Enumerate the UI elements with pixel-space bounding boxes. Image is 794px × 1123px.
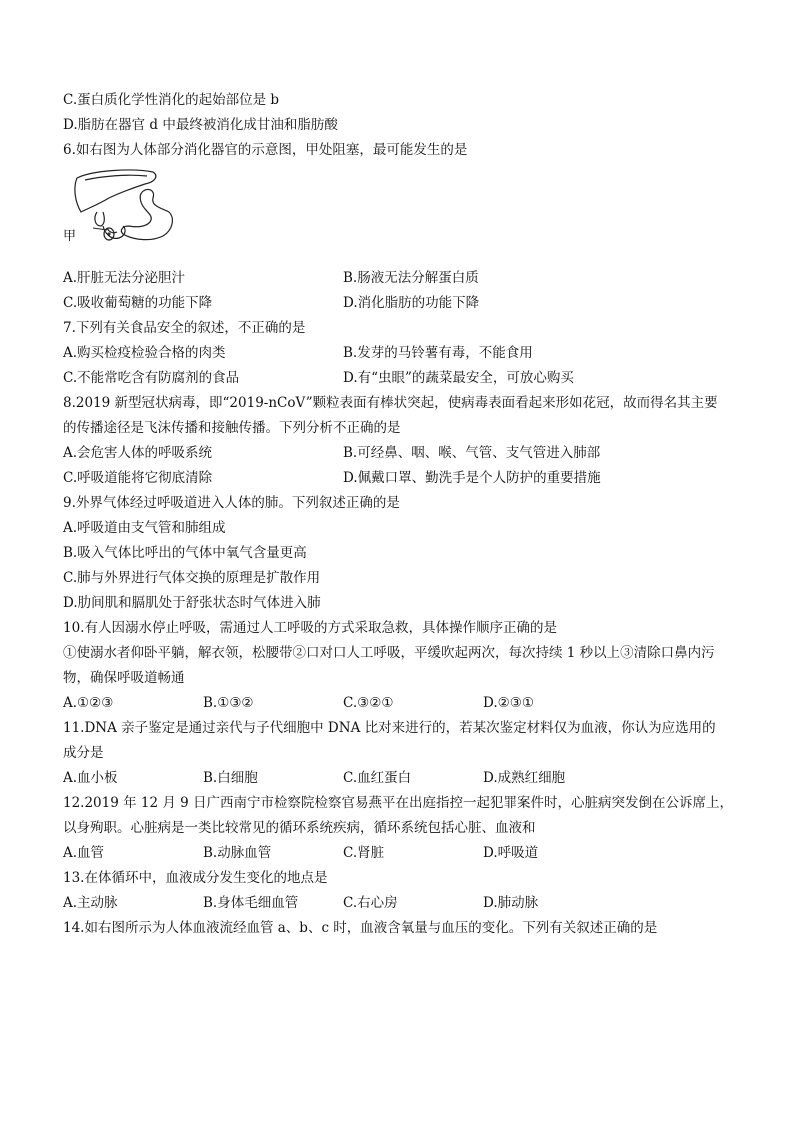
q13-option-b: B.身体毛细血管 [203, 895, 299, 911]
q10-stem: 10.有人因溺水停止呼吸，需通过人工呼吸的方式采取急救，具体操作顺序正确的是 [63, 620, 557, 636]
q11-option-d: D.成熟红细胞 [483, 770, 566, 786]
q7-option-c: C.不能常吃含有防腐剂的食品 [63, 370, 240, 386]
q7-option-b: B.发芽的马铃薯有毒，不能食用 [343, 345, 533, 361]
q12-stem-line2: 以身殉职。心脏病是一类比较常见的循环系统疾病，循环系统包括心脏、血液和 [63, 820, 536, 836]
digestive-organs-figure [63, 168, 175, 250]
q11-option-a: A.血小板 [63, 770, 118, 786]
q12-option-d: D.呼吸道 [483, 845, 539, 861]
q11-option-b: B.白细胞 [203, 770, 258, 786]
q9-option-d: D.肋间肌和膈肌处于舒张状态时气体进入肺 [63, 595, 321, 611]
q6-option-b: B.肠液无法分解蛋白质 [343, 270, 479, 286]
q13-option-a: A.主动脉 [63, 895, 118, 911]
q7-option-a: A.购买检疫检验合格的肉类 [63, 345, 226, 361]
q10-option-b: B.①③② [203, 695, 254, 711]
q10-option-a: A.①②③ [63, 695, 114, 711]
q12-stem-line1: 12.2019 年 12 月 9 日广西南宁市检察院检察官易燕平在出庭指控一起犯罪案件时，心脏病突发倒在公诉席上， [63, 795, 734, 811]
q11-stem-line2: 成分是 [63, 745, 104, 761]
q9-option-b: B.吸入气体比呼出的气体中氧气含量更高 [63, 545, 307, 561]
q12-option-c: C.肾脏 [343, 845, 385, 861]
q5-option-d: D.脂肪在器官 d 中最终被消化成甘油和脂肪酸 [63, 117, 338, 133]
q8-option-c: C.呼吸道能将它彻底清除 [63, 470, 213, 486]
q8-stem-line2: 的传播途径是飞沫传播和接触传播。下列分析不正确的是 [63, 420, 401, 436]
q9-stem: 9.外界气体经过呼吸道进入人体的肺。下列叙述正确的是 [63, 495, 400, 511]
q8-option-b: B.可经鼻、咽、喉、气管、支气管进入肺部 [343, 445, 601, 461]
q11-stem-line1: 11.DNA 亲子鉴定是通过亲代与子代细胞中 DNA 比对来进行的，若某次鉴定材料仅为血液，你认为应选用的 [63, 720, 716, 736]
q10-option-d: D.②③① [483, 695, 534, 711]
q12-option-a: A.血管 [63, 845, 105, 861]
q14-stem: 14.如右图所示为人体血液流经血管 a、b、c 时，血液含氧量与血压的变化。下列有关叙述正确的是 [63, 920, 658, 936]
q10-steps-line1: ①使溺水者仰卧平躺，解衣领，松腰带②口对口人工呼吸，平缓吹起两次，每次持续 1 秒以上③清除口鼻内污 [63, 645, 715, 661]
q10-steps-line2: 物，确保呼吸道畅通 [63, 670, 185, 686]
q6-figure-label: 甲 [63, 229, 77, 244]
q13-option-c: C.右心房 [343, 895, 398, 911]
q9-option-a: A.呼吸道由支气管和肺组成 [63, 520, 226, 536]
q8-option-d: D.佩戴口罩、勤洗手是个人防护的重要措施 [343, 470, 601, 486]
q13-stem: 13.在体循环中，血液成分发生变化的地点是 [63, 870, 328, 886]
q6-option-a: A.肝脏无法分泌胆汁 [63, 270, 186, 286]
q12-option-b: B.动脉血管 [203, 845, 272, 861]
q7-stem: 7.下列有关食品安全的叙述，不正确的是 [63, 320, 306, 336]
q9-option-c: C.肺与外界进行气体交换的原理是扩散作用 [63, 570, 321, 586]
q11-option-c: C.血红蛋白 [343, 770, 412, 786]
q8-option-a: A.会危害人体的呼吸系统 [63, 445, 213, 461]
q8-stem-line1: 8.2019 新型冠状病毒，即“2019-nCoV”颗粒表面有棒状突起，使病毒表面看起来形如花冠，故而得名其主要 [63, 395, 718, 411]
q6-stem: 6.如右图为人体部分消化器官的示意图，甲处阻塞，最可能发生的是 [63, 142, 468, 158]
q6-option-d: D.消化脂肪的功能下降 [343, 295, 480, 311]
q13-option-d: D.肺动脉 [483, 895, 539, 911]
q10-option-c: C.③②① [343, 695, 394, 711]
q5-option-c: C.蛋白质化学性消化的起始部位是 b [63, 92, 280, 108]
q6-option-c: C.吸收葡萄糖的功能下降 [63, 295, 213, 311]
q7-option-d: D.有“虫眼”的蔬菜最安全，可放心购买 [343, 370, 574, 386]
